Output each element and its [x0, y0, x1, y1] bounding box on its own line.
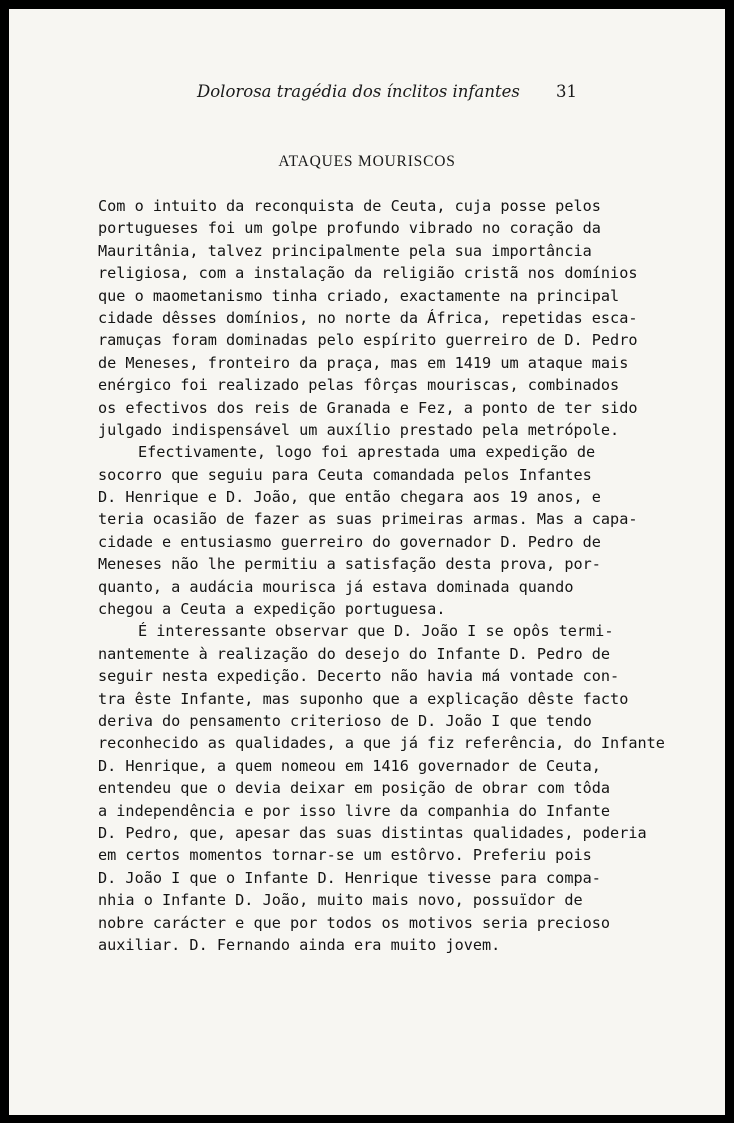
text-line: julgado indispensável um auxílio prestado pela metrópole. — [98, 420, 620, 439]
text-line: portugueses foi um golpe profundo vibrado no coração da — [98, 219, 601, 238]
page-number: 31 — [556, 82, 577, 101]
text-line: religiosa, com a instalação da religião cristã nos domínios — [98, 264, 638, 283]
text-line: deriva do pensamento criterioso de D. João I que tendo — [98, 711, 592, 730]
text-line: D. João I que o Infante D. Henrique tivesse para compa- — [98, 868, 601, 887]
text-line: que o maometanismo tinha criado, exactamente na principal — [98, 286, 620, 305]
text-line: entendeu que o devia deixar em posição de obrar com tôda — [98, 779, 611, 798]
text-line: D. Pedro, que, apesar das suas distintas qualidades, poderia — [98, 823, 647, 842]
text-line: Meneses não lhe permitiu a satisfação desta prova, por- — [98, 555, 601, 574]
text-line: cidade dêsses domínios, no norte da África, repetidas esca- — [98, 308, 638, 327]
text-line: É interessante observar que D. João I se opôs termi- — [138, 622, 614, 641]
text-line: a independência e por isso livre da companhia do Infante — [98, 801, 611, 820]
body-text — [98, 195, 665, 956]
text-line: socorro que seguiu para Ceuta comandada pelos Infantes — [98, 465, 592, 484]
book-page — [9, 9, 725, 1115]
text-line: Mauritânia, talvez principalmente pela sua importância — [98, 241, 592, 260]
text-line: ramuças foram dominadas pelo espírito guerreiro de D. Pedro — [98, 331, 638, 350]
paragraph — [98, 195, 638, 441]
text-line: auxiliar. D. Fernando ainda era muito jovem. — [98, 935, 501, 954]
paragraph — [98, 441, 638, 620]
page-header — [9, 82, 725, 112]
text-line: nantemente à realização do desejo do Infante D. Pedro de — [98, 644, 611, 663]
text-line: seguir nesta expedição. Decerto não havia má vontade con- — [98, 667, 620, 686]
text-line: Com o intuito da reconquista de Ceuta, cuja posse pelos — [98, 197, 601, 215]
text-line: de Meneses, fronteiro da praça, mas em 1419 um ataque mais — [98, 353, 629, 372]
text-line: os efectivos dos reis de Granada e Fez, a ponto de ter sido — [98, 398, 638, 417]
text-line: D. Henrique, a quem nomeou em 1416 governador de Ceuta, — [98, 756, 601, 775]
running-title: Dolorosa tragédia dos ínclitos infantes — [197, 82, 520, 101]
text-line: quanto, a audácia mourisca já estava dominada quando — [98, 577, 574, 596]
section-heading: ATAQUES MOURISCOS — [278, 153, 456, 170]
text-line: tra êste Infante, mas suponho que a explicação dêste facto — [98, 689, 629, 708]
text-line: chegou a Ceuta a expedição portuguesa. — [98, 600, 446, 619]
text-line: enérgico foi realizado pelas fôrças mouriscas, combinados — [98, 376, 620, 395]
text-line: nhia o Infante D. João, muito mais novo, possuïdor de — [98, 891, 583, 910]
text-line: Efectivamente, logo foi aprestada uma expedição de — [138, 443, 596, 462]
text-line: reconhecido as qualidades, a que já fiz referência, do Infante — [98, 734, 665, 753]
text-line: cidade e entusiasmo guerreiro do governador D. Pedro de — [98, 532, 601, 551]
text-line: teria ocasião de fazer as suas primeiras armas. Mas a capa- — [98, 510, 638, 529]
paragraph — [98, 620, 665, 956]
text-line: em certos momentos tornar-se um estôrvo. Preferiu pois — [98, 846, 592, 865]
text-line: D. Henrique e D. João, que então chegara aos 19 anos, e — [98, 488, 601, 507]
text-line: nobre carácter e que por todos os motivos seria precioso — [98, 913, 611, 932]
